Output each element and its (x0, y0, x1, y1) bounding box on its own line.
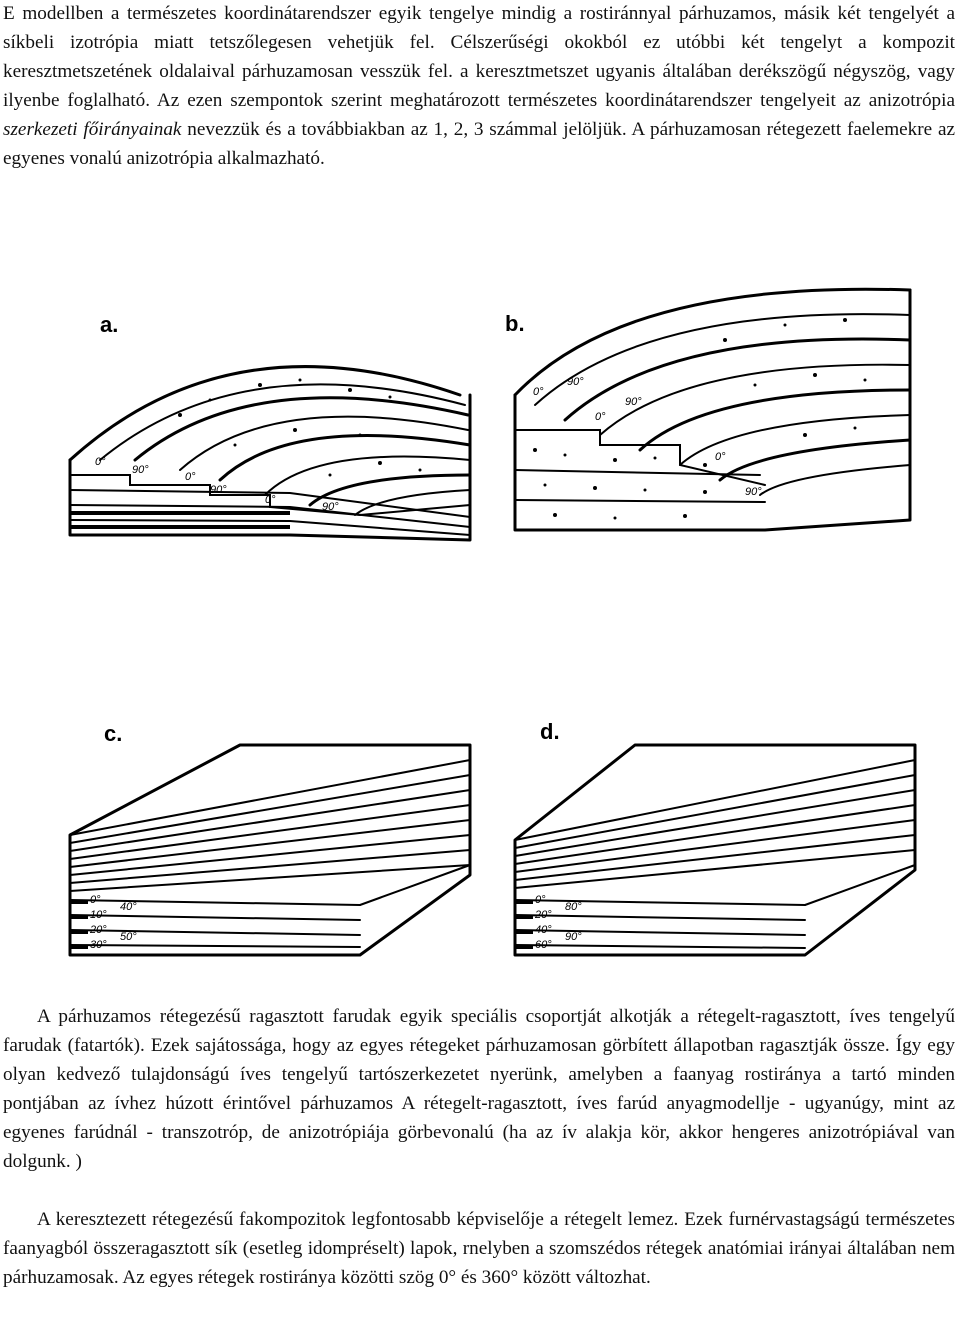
figure-c-anno-5: 50° (120, 931, 137, 943)
figure-label-b: b. (505, 311, 525, 336)
paragraph-3-text: A keresztezett rétegezésű fakompozitok legfontosabb képviselője a rétegelt lemez. Ezek furnérvastagságú természetes faanyagból összeragasztott sík (esetleg idompréselt) lapok, rnelyben a szomszédos rétegek anatómiai irányai általában nem párhuzamosak. Az egyes rétegek rostiránya közötti szög 0° és 360° között változhat. (3, 1209, 955, 1288)
figure-b-anno-2: 0° (595, 411, 606, 423)
paragraph-1-emphasis: szerkezeti főirányainak (3, 118, 182, 140)
figure-a-anno-4: 0° (265, 494, 276, 506)
figure-d-crossed-laminate (505, 730, 925, 965)
paragraph-2-text: A párhuzamos rétegezésű ragasztott farudak egyik speciális csoportját alkotják a rétegelt-ragasztott, íves tengelyű farudak (fatartók). Ezek sajátossága, hogy az egyes rétegeket párhuzamosan görbített állapotban ragasztják össze. Így egy olyan kedvező tulajdonságú íves tengelyű tartószerkezetet nyerünk, amelyben a faanyag rostiránya a tartó minden pontjában az ívhez húzott érintővel párhuzamos A rétegelt-ragasztott, íves farúd anyagmodellje - ugyanúgy, mint az egyenes farúdnál - transzotróp, de anizotrópiája görbevonalú (ha az ív alakja kör, akkor hengeres anizotrópiával van dolgunk. ) (3, 1006, 955, 1172)
figure-d-anno-3: 60° (535, 939, 552, 951)
figure-label-d: d. (540, 719, 560, 744)
figure-d-anno-2: 40° (535, 924, 552, 936)
figure-c-anno-1: 10° (90, 909, 107, 921)
figure-d-anno-5: 90° (565, 931, 582, 943)
paragraph-1-text-b: nevezzük és a továbbiakban az 1, 2, 3 számmal jelöljük. A párhuzamosan rétegezett faelemekre az egyenes vonalú anizotrópia alkalmazható. (3, 118, 956, 169)
figure-a-anno-5: 90° (322, 501, 339, 513)
figure-d-anno-4: 80° (565, 901, 582, 913)
figure-d-anno-1: 20° (535, 909, 552, 921)
figure-c-anno-4: 40° (120, 901, 137, 913)
figure-b-anno-1: 90° (567, 376, 584, 388)
figure-a-anno-0: 0° (95, 456, 106, 468)
figure-a-curved-laminate (60, 335, 480, 555)
figure-b-anno-5: 90° (745, 486, 762, 498)
figure-b-anno-4: 0° (715, 451, 726, 463)
figure-label-c: c. (104, 721, 123, 746)
figure-label-a: a. (100, 312, 119, 337)
figure-c-anno-2: 20° (90, 924, 107, 936)
figure-c-crossed-laminate (60, 725, 480, 965)
paragraph-1 (3, 0, 955, 173)
paragraph-2 (3, 1003, 955, 1176)
figure-a-anno-3: 90° (210, 484, 227, 496)
figure-b-anno-3: 90° (625, 396, 642, 408)
figure-d-outline (515, 745, 915, 955)
figure-a-anno-2: 0° (185, 471, 196, 483)
figure-a-anno-1: 90° (132, 464, 149, 476)
figure-a-arc-1 (70, 367, 460, 460)
figure-b-curved-laminate (505, 270, 925, 540)
paragraph-1-text-a: E modellben a természetes koordinátarendszer egyik tengelye mindig a rostiránnyal párhuzamos, másik két tengelyét a síkbeli izotrópia miatt tetszőlegesen vehetjük fel. Célszerűségi okokból ez utóbbi két tengelyt a kompozit keresztmetszetének oldalaival párhuzamosan vesszük fel. a keresztmetszet ugyanis általában derékszögű négyszög, vagy ilyenbe foglalható. Az ezen szempontok szerint meghatározott természetes koordinátarendszer tengelyeit az anizotrópia (3, 3, 955, 111)
figure-d-anno-0: 0° (535, 894, 546, 906)
figure-c-anno-3: 30° (90, 939, 107, 951)
figure-c-anno-0: 0° (90, 894, 101, 906)
paragraph-3 (3, 1206, 955, 1293)
figure-b-anno-0: 0° (533, 386, 544, 398)
